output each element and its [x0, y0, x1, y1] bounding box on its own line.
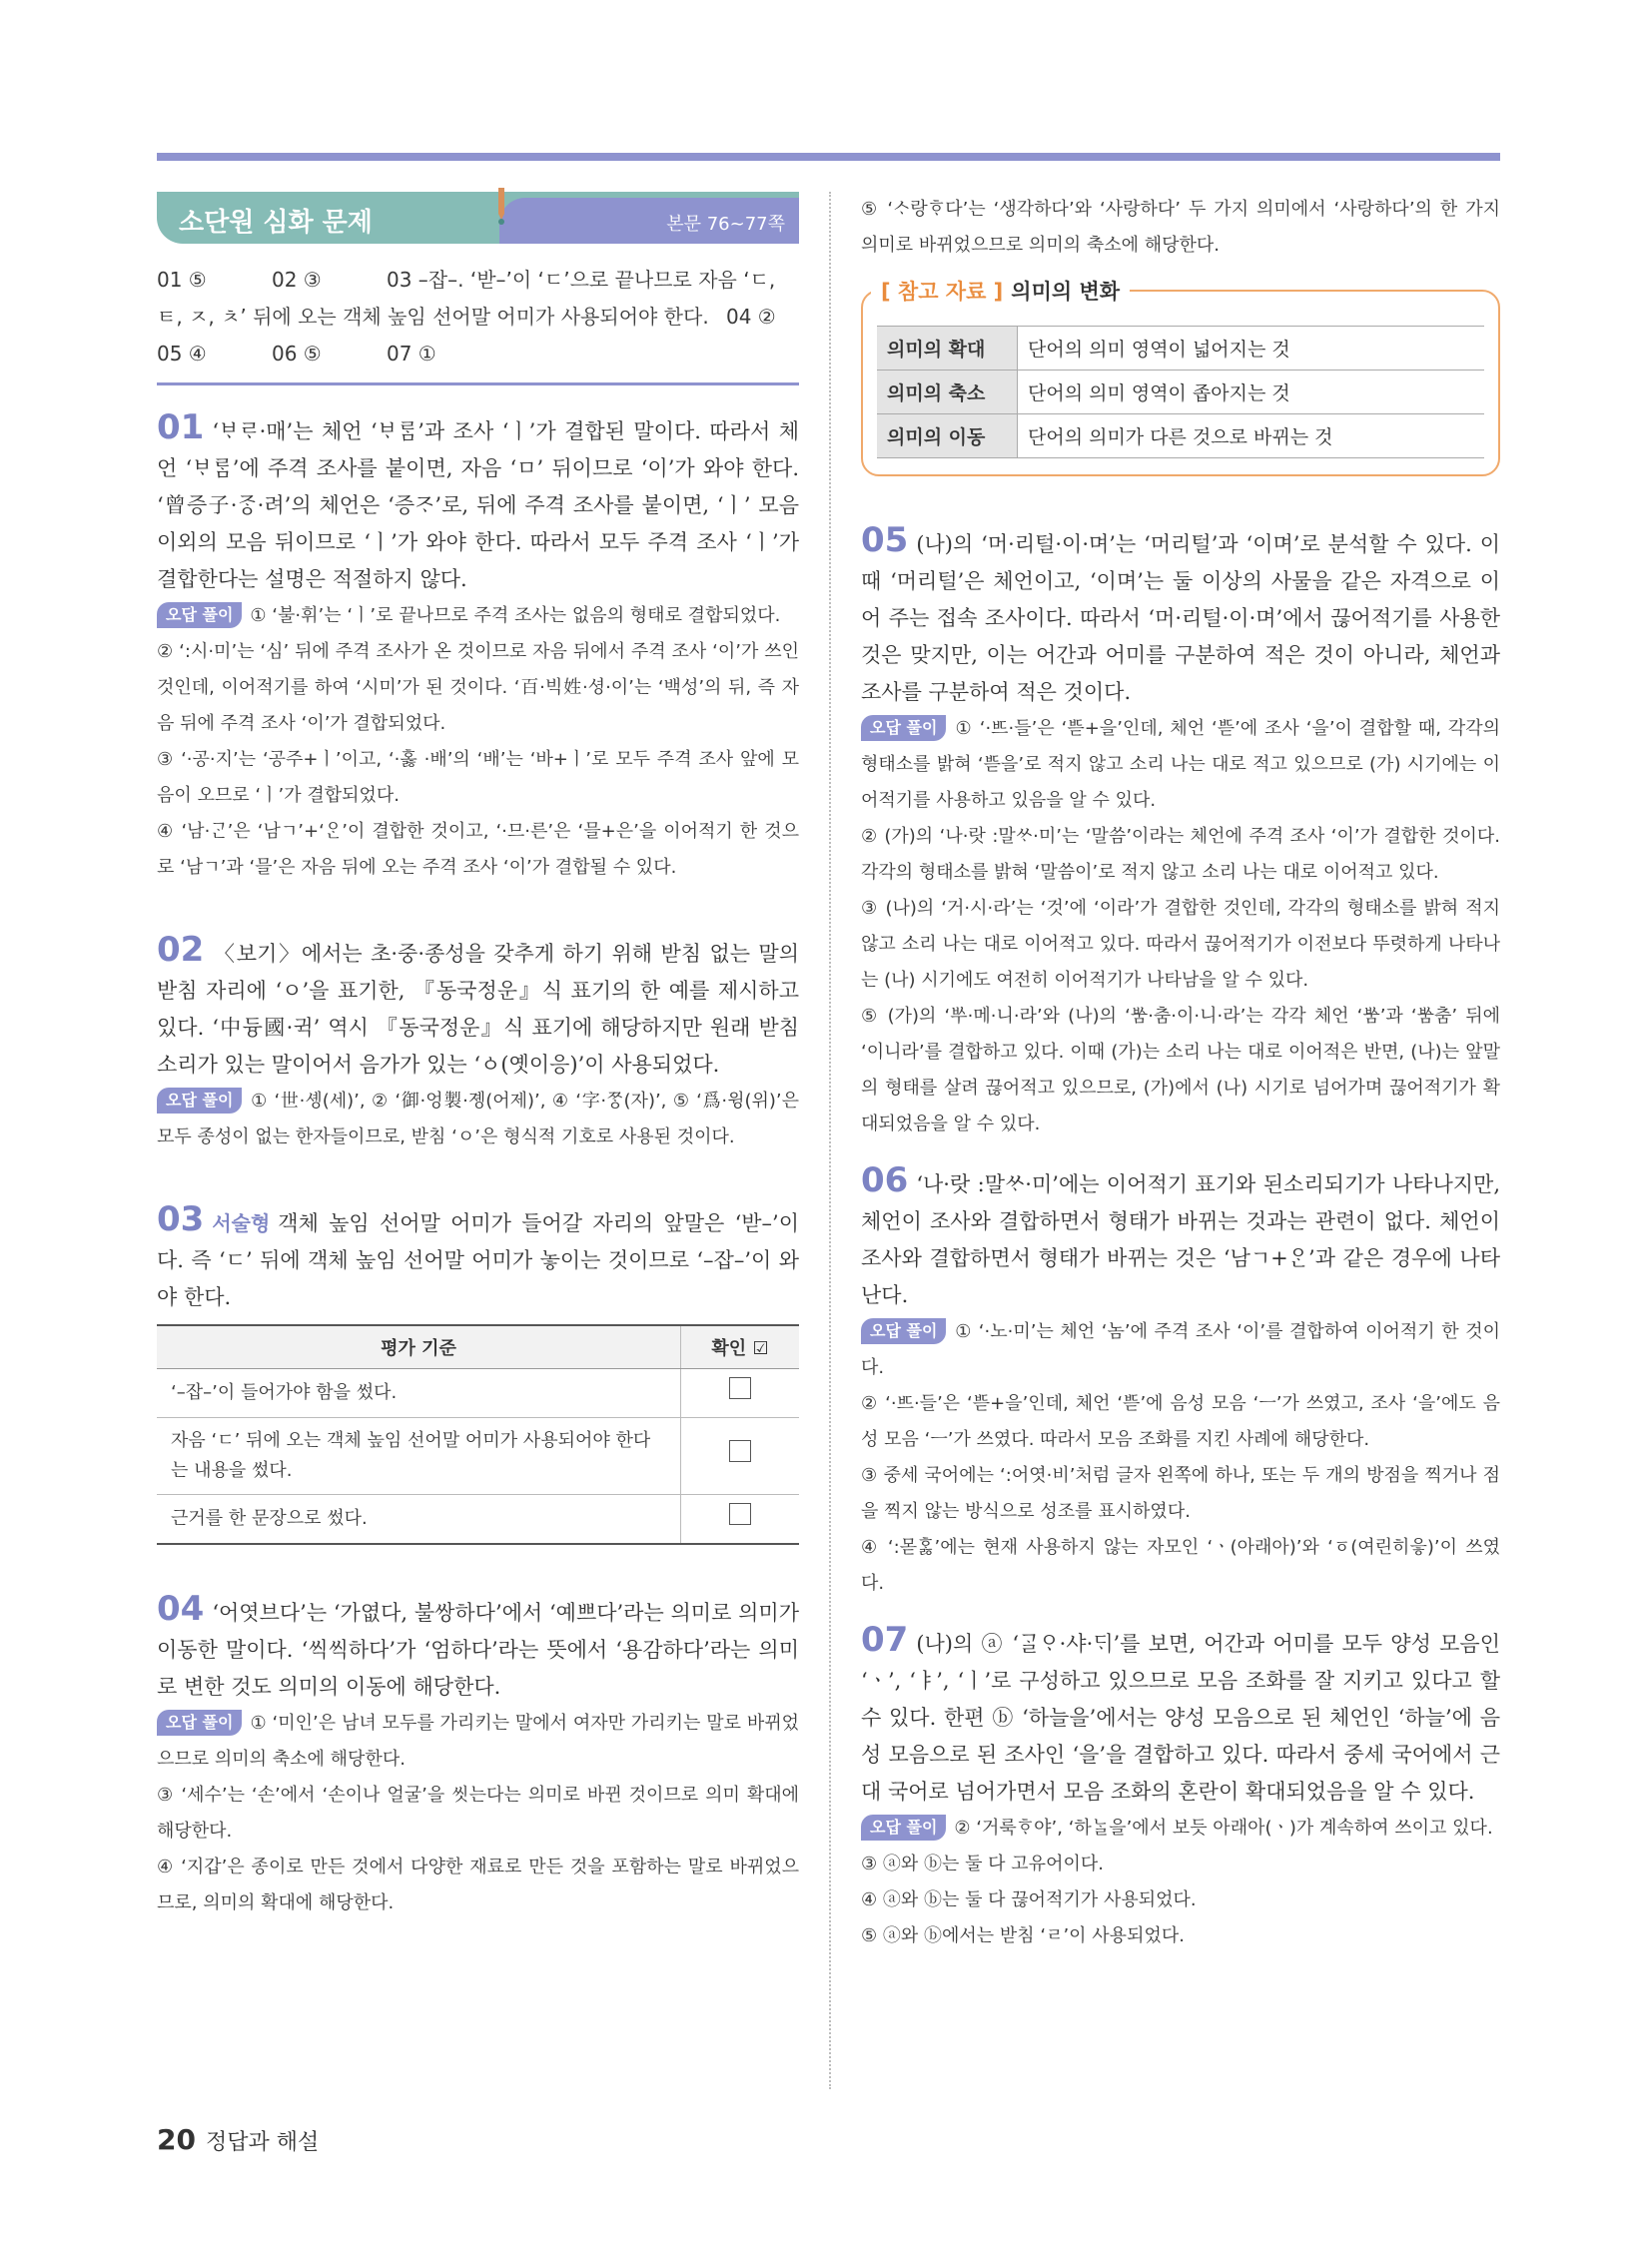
explanation: ⑤ ⓐ와 ⓑ에서는 받침 ‘ㄹ’이 사용되었다.: [861, 1925, 1185, 1946]
explanation: ① ‘·노·미’는 체언 ‘놈’에 주격 조사 ‘이’를 결합하여 이어적기 한 것이다.: [861, 1321, 1500, 1378]
explanation: ⑤ ‘ᄉᆞ랑ᄒᆞ다’는 ‘생각하다’와 ‘사랑하다’ 두 가지 의미에서 ‘사랑하다’의 한 가지 의미로 바뀌었으므로 의미의 축소에 해당한다.: [861, 199, 1500, 256]
page-footer: [157, 2123, 319, 2156]
reference-table: [877, 326, 1484, 458]
essay-label: 서술형: [212, 1211, 271, 1235]
explanation: ③ ‘·공·지’는 ‘공주+ㅣ’이고, ‘·홇 ·배’의 ‘배’는 ‘바+ㅣ’로 모두 주격 조사 앞에 모음이 오므로 ‘ㅣ’가 결합되었다.: [157, 749, 799, 806]
question-text: 〈보기〉에서는 초·중·종성을 갖추게 하기 위해 받침 없는 말의 받침 자리에 ‘ㅇ’을 표기한, 『동국정운』식 표기의 한 예를 제시하고 있다. ‘中듕國·귁’ 역시 『동국정운』식 표기에 해당하지만 원래 받침 소리가 있는 말이어서 음가가 있는 ‘ㆁ(옛이응)’이 사용되었다.: [157, 942, 799, 1077]
explanation: ③ ‘세수’는 ‘손’에서 ‘손이나 얼굴’을 씻는다는 의미로 바뀐 것이므로 의미 확대에 해당한다.: [157, 1785, 799, 1842]
question-number: 02: [157, 930, 205, 970]
criteria-header: 평가 기준: [157, 1325, 681, 1369]
question-07: [861, 1622, 1500, 1954]
reference-title: 의미의 변화: [1011, 280, 1121, 304]
answer-01: 01 ⑤: [157, 268, 207, 292]
explanation: ④ ‘남·ᄀᆞᆫ’은 ‘남ㄱ’+‘ᄋᆞᆫ’이 결합한 것이고, ‘·므·른’은 ‘믈+은’을 이어적기 한 것으로 ‘남ㄱ’과 ‘믈’은 자음 뒤에 오는 주격 조사 ‘이’가 결합될 수 있다.: [157, 821, 799, 878]
explanation: ③ 중세 국어에는 ‘:어엿·비’처럼 글자 왼쪽에 하나, 또는 두 개의 방점을 찍거나 점을 찍지 않는 방식으로 성조를 표시하였다.: [861, 1465, 1500, 1522]
evaluation-table: [157, 1324, 799, 1545]
explanation: ③ (나)의 ‘거·시·라’는 ‘것’에 ‘이라’가 결합한 것인데, 각각의 형태소를 밝혀 적지 않고 소리 나는 대로 이어적고 있다. 따라서 끊어적기가 이전보다 뚜렷하게 나타나는 (나) 시기에도 여전히 이어적기가 나타남을 알 수 있다.: [861, 898, 1500, 991]
reference-box: [861, 280, 1500, 476]
right-column: [861, 192, 1500, 1954]
criteria-row: 자음 ‘ㄷ’ 뒤에 오는 객체 높임 선어말 어미가 사용되어야 한다는 내용을 썼다.: [157, 1418, 681, 1495]
answer-07: 07 ①: [387, 342, 436, 366]
question-number: 04: [157, 1589, 205, 1629]
answer-02: 02 ③: [272, 268, 322, 292]
check-header: 확인 ☑: [681, 1325, 800, 1369]
question-text: 객체 높임 선어말 어미가 들어갈 자리의 앞말은 ‘받–’이다. 즉 ‘ㄷ’ 뒤에 객체 높임 선어말 어미가 놓이는 것이므로 ‘–잡–’이 와야 한다.: [157, 1211, 799, 1309]
answer-03: 03 –잡–. ‘받–’이 ‘ㄷ’으로 끝나므로 자음 ‘ㄷ,: [387, 268, 776, 292]
explanation: ④ ‘:몯ᄒᆞᇙ’에는 현재 사용하지 않는 자모인 ‘ㆍ(아래아)’와 ‘ㆆ(여린히읗)’이 쓰였다.: [861, 1537, 1500, 1594]
explanation: ① ‘미인’은 남녀 모두를 가리키는 말에서 여자만 가리키는 말로 바뀌었으므로 의미의 축소에 해당한다.: [157, 1713, 799, 1770]
explanation: ② ‘·ᄠᅳ·들’은 ‘ᄠᅳᆮ+을’인데, 체언 ‘ᄠᅳᆮ’에 음성 모음 ‘ㅡ’가 쓰였고, 조사 ‘을’에도 음성 모음 ‘ㅡ’가 쓰였다. 따라서 모음 조화를 지킨 사례에 해당한다.: [861, 1393, 1500, 1450]
question-number: 06: [861, 1160, 909, 1200]
ref-value: 단어의 의미 영역이 좁아지는 것: [1018, 371, 1485, 414]
pencil-icon: [486, 186, 516, 226]
ref-key: 의미의 이동: [877, 414, 1018, 458]
explanation: ① ‘·ᄠᅳ·들’은 ‘ᄠᅳᆮ+을’인데, 체언 ‘ᄠᅳᆮ’에 조사 ‘을’이 결합할 때, 각각의 형태소를 밝혀 ‘ᄠᅳᆮ을’로 적지 않고 소리 나는 대로 적고 있으므로 (가) 시기에는 이어적기를 사용하고 있음을 알 수 있다.: [861, 718, 1500, 811]
left-column: [157, 192, 799, 1921]
section-title: 소단원 심화 문제: [179, 208, 373, 238]
answer-05: 05 ④: [157, 342, 207, 366]
checkbox[interactable]: [729, 1503, 751, 1525]
question-number: 07: [861, 1620, 909, 1660]
answer-03-cont: ㅌ, ㅈ, ㅊ’ 뒤에 오는 객체 높임 선어말 어미가 사용되어야 한다.: [157, 305, 709, 329]
text-page-ref: 본문 76~77쪽: [666, 214, 785, 235]
question-number: 01: [157, 407, 205, 447]
column-divider: [829, 192, 831, 2089]
question-number: 03: [157, 1199, 205, 1239]
question-03: [157, 1201, 799, 1545]
ref-value: 단어의 의미가 다른 것으로 바뀌는 것: [1018, 414, 1485, 458]
wrong-answer-badge: 오답 풀이: [157, 1710, 242, 1736]
question-text: (나)의 ⓐ ‘ᄀᆞᆯᄋᆞ·샤·ᄃᆡ’를 보면, 어간과 어미를 모두 양성 모음인 ‘ㆍ’, ‘ㅑ’, ‘ㅣ’로 구성하고 있으므로 모음 조화를 잘 지키고 있다고 할 수 있다. 한편 ⓑ ‘하늘을’에서는 양성 모음으로 된 체언인 ‘하늘’에 음성 모음으로 된 조사인 ‘을’을 결합하고 있다. 따라서 중세 국어에서 근대 국어로 넘어가면서 모음 조화의 혼란이 확대되었음을 알 수 있다.: [861, 1632, 1500, 1804]
footer-label: 정답과 해설: [205, 2130, 320, 2155]
explanation: ③ ⓐ와 ⓑ는 둘 다 고유어이다.: [861, 1854, 1104, 1874]
explanation: ① ‘불·휘’는 ‘ㅣ’로 끝나므로 주격 조사는 없음의 형태로 결합되었다.: [250, 605, 781, 626]
question-text: (나)의 ‘머·리털·이·며’는 ‘머리털’과 ‘이며’로 분석할 수 있다. 이때 ‘머리털’은 체언이고, ‘이며’는 둘 이상의 사물을 같은 자격으로 이어 주는 접속 조사이다. 따라서 ‘머·리털·이·며’에서 끊어적기를 사용한 것은 맞지만, 이는 어간과 어미를 구분하여 적은 것이 아니라, 체언과 조사를 구분하여 적은 것이다.: [861, 532, 1500, 704]
explanation: ② (가)의 ‘나·랏 :말ᄊᆞ·미’는 ‘말씀’이라는 체언에 주격 조사 ‘이’가 결합한 것이다. 각각의 형태소를 밝혀 ‘말씀이’로 적지 않고 소리 나는 대로 이어적고 있다.: [861, 826, 1500, 883]
question-06: [861, 1162, 1500, 1602]
question-05: [861, 522, 1500, 1142]
ref-key: 의미의 축소: [877, 371, 1018, 414]
section-header: [157, 192, 799, 244]
wrong-answer-badge: 오답 풀이: [157, 602, 242, 628]
question-text: ‘나·랏 :말ᄊᆞ·미’에는 이어적기 표기와 된소리되기가 나타나지만, 체언이 조사와 결합하면서 형태가 바뀌는 것과는 관련이 없다. 체언이 조사와 결합하면서 형태가 바뀌는 것은 ‘남ㄱ+ᄋᆞᆫ’과 같은 경우에 나타난다.: [861, 1172, 1500, 1307]
answer-key: [157, 262, 799, 385]
explanation: ④ ⓐ와 ⓑ는 둘 다 끊어적기가 사용되었다.: [861, 1889, 1197, 1910]
wrong-answer-badge: 오답 풀이: [861, 1318, 946, 1344]
wrong-answer-badge: 오답 풀이: [157, 1088, 242, 1114]
explanation: ② ‘거룩ᄒᆞ야’, ‘하ᄂᆞᆯ을’에서 보듯 아래아(ㆍ)가 계속하여 쓰이고 있다.: [954, 1818, 1493, 1839]
checkbox[interactable]: [729, 1377, 751, 1399]
question-02: [157, 932, 799, 1155]
ref-key: 의미의 확대: [877, 327, 1018, 371]
criteria-row: 근거를 한 문장으로 썼다.: [157, 1495, 681, 1545]
top-rule: [157, 153, 1500, 161]
reference-tag: [ 참고 자료 ]: [881, 280, 1004, 304]
page-number: 20: [157, 2123, 196, 2156]
explanation: ⑤ (가)의 ‘ᄡᅮ·메·니·라’와 (나)의 ‘ᄡᅮᆷ·춤·이·니·라’는 각각 체언 ‘ᄡᅮᆷ’과 ‘ᄡᅮᆷ춤’ 뒤에 ‘이니라’를 결합하고 있다. 이때 (가)는 소리 나는 대로 이어적은 반면, (나)는 앞말의 형태를 살려 끊어적고 있으므로, (가)에서 (나) 시기로 넘어가며 끊어적기가 확대되었음을 알 수 있다.: [861, 1006, 1500, 1134]
checkbox[interactable]: [729, 1440, 751, 1462]
question-number: 05: [861, 520, 909, 560]
explanation: ② ‘:시·미’는 ‘심’ 뒤에 주격 조사가 온 것이므로 자음 뒤에서 주격 조사 ‘이’가 쓰인 것인데, 이어적기를 하여 ‘시미’가 된 것이다. ‘百·빅姓·셩·이’는 ‘백성’의 뒤, 즉 자음 뒤에 주격 조사 ‘이’가 결합되었다.: [157, 641, 799, 734]
question-text: ‘ᄇᆞᄅᆞ·매’는 체언 ‘ᄇᆞᄅᆞᆷ’과 조사 ‘ㅣ’가 결합된 말이다. 따라서 체언 ‘ᄇᆞᄅᆞᆷ’에 주격 조사를 붙이면, 자음 ‘ㅁ’ 뒤이므로 ‘이’가 와야 한다. ‘曾증子·ᄌᆞᆼ·려’의 체언은 ‘증ᄌᆞ’로, 뒤에 주격 조사를 붙이면, ‘ㅣ’ 모음 이외의 모음 뒤이므로 ‘ㅣ’가 와야 한다. 따라서 모두 주격 조사 ‘ㅣ’가 결합한다는 설명은 적절하지 않다.: [157, 419, 799, 591]
explanation: ④ ‘지갑’은 종이로 만든 것에서 다양한 재료로 만든 것을 포함하는 말로 바뀌었으므로, 의미의 확대에 해당한다.: [157, 1857, 799, 1913]
wrong-answer-badge: 오답 풀이: [861, 1815, 946, 1841]
question-04: [157, 1591, 799, 1921]
wrong-answer-badge: 오답 풀이: [861, 715, 946, 741]
answer-06: 06 ⑤: [272, 342, 322, 366]
answer-04: 04 ②: [726, 305, 776, 329]
explanation: ① ‘世·솅(세)’, ② ‘御·엉製·졩(어제)’, ④ ‘字·ᄍᆞᆼ(자)’, ⑤ ‘爲·윙(위)’은 모두 종성이 없는 한자들이므로, 받침 ‘ㅇ’은 형식적 기호로 사용된 것이다.: [157, 1091, 799, 1147]
criteria-row: ‘–잡–’이 들어가야 함을 썼다.: [157, 1369, 681, 1418]
question-text: ‘어엿브다’는 ‘가엾다, 불쌍하다’에서 ‘예쁘다’라는 의미로 의미가 이동한 말이다. ‘씩씩하다’가 ‘엄하다’라는 뜻에서 ‘용감하다’라는 의미로 변한 것도 의미의 이동에 해당한다.: [157, 1601, 799, 1699]
ref-value: 단어의 의미 영역이 넓어지는 것: [1018, 327, 1485, 371]
question-01: [157, 409, 799, 886]
